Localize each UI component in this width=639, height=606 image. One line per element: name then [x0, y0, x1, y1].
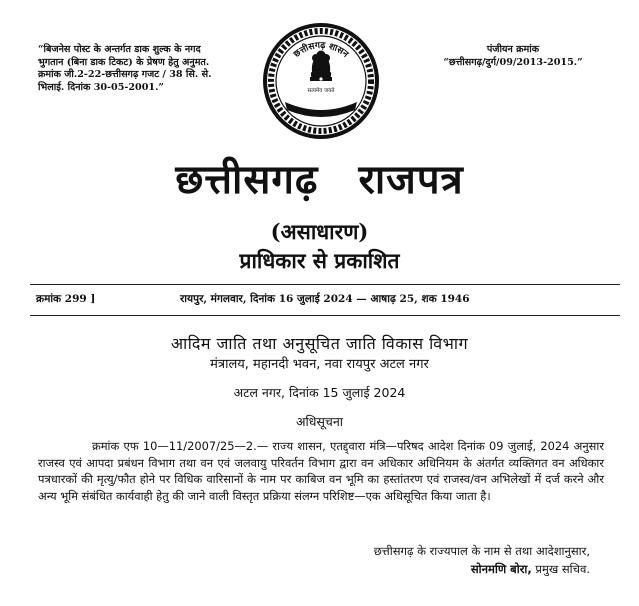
issue-dateline: रायपुर, मंगलवार, दिनांक 16 जुलाई 2024 — आषाढ़ 25, शक 1946: [180, 293, 470, 305]
ministry-address: मंत्रालय, महानदी भवन, नवा रायपुर अटल नगर: [210, 357, 429, 372]
gazette-title-rajpatra: राजपत्र: [358, 156, 464, 203]
notification-heading: अधिसूचना: [295, 414, 344, 429]
issue-number: क्रमांक 299 ]: [36, 293, 96, 305]
notification-body: क्रमांक एफ 10—11/2007/25—2.— राज्य शासन, एतद्द्वारा मंत्रि—परिषद आदेश दिनांक 09 जुलाई, 2024 अनुसार राजस्व एवं आपदा प्रबंधन विभाग तथा वन एवं जलवायु परिवर्तन विभाग द्वारा वन अधिकार अधिनियम के अंतर्गत व्यक्तिगत वन अधिकार पत्रधारकों की मृत्यु/फौत होने पर विधिक वारिसानों के नाम पर काबिज वन भूमि का हस्तांतरण एवं राजस्व/वन अभिलेखों में दर्ज करने और अन्य भूमि संबंधित कार्यवाही हेतु की जाने वाली विस्तृत प्रक्रिया संलग्न परिशिष्ट—एक अधिसूचित किया जाता है।: [38, 439, 604, 503]
bottom-divider: [30, 315, 620, 316]
notice-place-date: अटल नगर, दिनांक 15 जुलाई 2024: [233, 385, 406, 400]
governor-order-line: छत्तीसगढ़ के राज्यपाल के नाम से तथा आदेशानुसार,: [373, 544, 590, 558]
registration-label: पंजीयन क्रमांक: [486, 44, 540, 55]
chhattisgarh-emblem-icon: [255, 20, 387, 142]
registration-number: “छत्तीसगढ़/दुर्ग/09/2013-2015.”: [443, 56, 583, 68]
signatory-name: सोनमणि बोरा,: [470, 562, 532, 576]
postal-permit-note: “बिजनेस पोस्ट के अन्तर्गत डाक शुल्क के नगद भुगतान (बिना डाक टिकट) के प्रेषण हेतु अनुमत. क्रमांक जी.2-22-छत्तीसगढ़ गजट / 38 सि. से. भिलाई. दिनांक 30-05-2001.”: [38, 44, 212, 93]
emblem-top-text: छत्तीसगढ़ शासन: [292, 40, 350, 60]
top-divider: [30, 284, 620, 285]
published-by-authority: प्राधिकार से प्रकाशित: [239, 248, 400, 273]
registration-note: [418, 44, 608, 69]
emblem-motto: सत्यमेव जयते: [307, 88, 335, 94]
signatory: [300, 562, 590, 577]
department-name: आदिम जाति तथा अनुसूचित जाति विकास विभाग: [170, 334, 469, 353]
gazette-subtitle: (असाधारण): [270, 219, 369, 244]
gazette-title: [0, 150, 639, 205]
signatory-title: प्रमुख सचिव.: [535, 562, 590, 576]
gazette-title-state: छत्तीसगढ़: [175, 156, 319, 203]
